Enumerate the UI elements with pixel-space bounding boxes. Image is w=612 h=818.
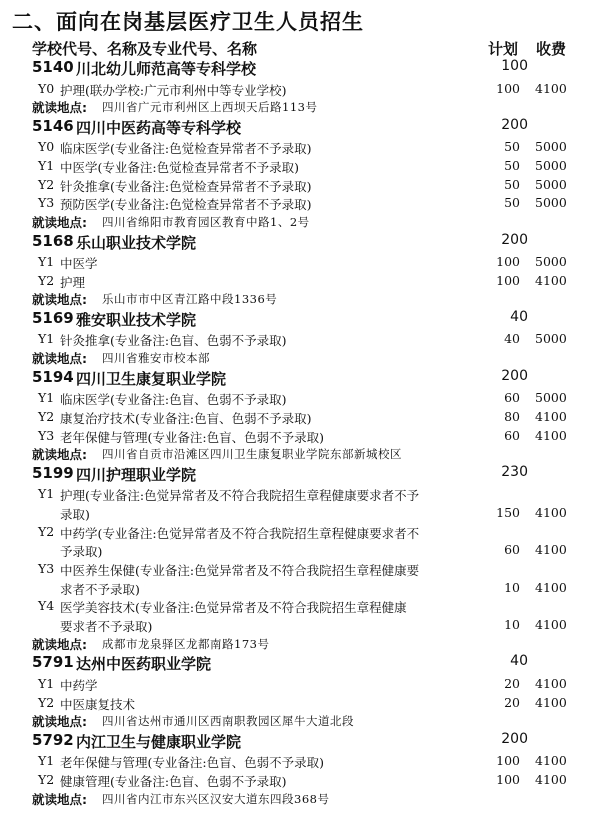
major-fee: 4100	[535, 427, 567, 443]
major-fee: 4100	[535, 504, 567, 520]
major-plan: 100	[496, 80, 520, 96]
major-name: 预防医学(专业备注:色觉检查异常者不予录取)	[60, 197, 312, 213]
location-row	[0, 444, 612, 464]
major-row	[0, 674, 612, 693]
major-fee: 5000	[535, 157, 567, 173]
major-name: 医学美容技术(专业备注:色觉异常者及不符合我院招生章程健康	[60, 600, 407, 616]
major-plan: 10	[504, 579, 520, 595]
location-address: 四川省广元市利州区上西坝天后路113号	[102, 100, 318, 115]
major-row	[0, 156, 612, 175]
major-plan: 100	[496, 254, 520, 269]
major-name: 予录取)	[60, 544, 103, 560]
major-fee: 4100	[535, 272, 567, 288]
major-fee: 4100	[535, 675, 567, 691]
major-name: 录取)	[60, 506, 90, 522]
major-code: Y1	[38, 675, 55, 691]
section-title: 二、面向在岗基层医疗卫生人员招生	[12, 10, 364, 34]
location-label: 就读地点:	[32, 351, 87, 367]
school-plan: 200	[501, 367, 528, 384]
school-plan: 100	[501, 58, 528, 74]
major-fee: 4100	[535, 771, 567, 787]
major-code: Y1	[38, 486, 55, 502]
header-school-major: 学校代号、名称及专业代号、名称	[32, 40, 258, 58]
major-plan: 100	[496, 753, 520, 769]
major-code: Y2	[38, 771, 55, 787]
major-row	[0, 426, 612, 445]
major-row	[0, 388, 612, 407]
school-row	[0, 232, 612, 253]
major-code: Y0	[38, 80, 55, 96]
major-plan: 50	[504, 176, 520, 192]
location-address: 四川省雅安市校本部	[102, 351, 210, 366]
location-address: 四川省绵阳市教育园区教育中路1、2号	[102, 215, 310, 229]
major-name: 康复治疗技术(专业备注:色盲、色弱不予录取)	[60, 410, 312, 426]
major-row	[0, 522, 612, 559]
major-name: 中医学	[60, 256, 98, 271]
major-name: 老年保健与管理(专业备注:色盲、色弱不予录取)	[60, 755, 324, 771]
major-code: Y1	[38, 753, 55, 769]
major-code: Y1	[38, 254, 55, 269]
location-address: 四川省自贡市沿滩区四川卫生康复职业学院东部新城校区	[102, 447, 402, 462]
major-plan: 100	[496, 272, 520, 288]
school-row	[0, 653, 612, 674]
school-name: 川北幼儿师范高等专科学校	[76, 60, 257, 78]
location-row	[0, 789, 612, 809]
major-row	[0, 559, 612, 596]
major-plan: 60	[504, 427, 520, 443]
school-code: 5791	[32, 653, 74, 672]
school-name: 内江卫生与健康职业学院	[76, 732, 242, 751]
major-row	[0, 596, 612, 633]
location-row	[0, 212, 612, 232]
major-fee: 4100	[535, 617, 567, 633]
major-name: 针灸推拿(专业备注:色盲、色弱不予录取)	[60, 333, 287, 349]
major-name: 临床医学(专业备注:色盲、色弱不予录取)	[60, 392, 287, 408]
major-code: Y1	[38, 331, 55, 347]
location-address: 四川省内江市东兴区汉安大道东四段368号	[102, 791, 330, 806]
major-name: 针灸推拿(专业备注:色觉检查异常者不予录取)	[60, 178, 312, 194]
major-name: 护理(联办学校:广元市利州中等专业学校)	[60, 82, 287, 98]
major-fee: 5000	[535, 254, 567, 269]
major-code: Y2	[38, 694, 55, 710]
school-name: 四川护理职业学院	[76, 465, 197, 484]
location-label: 就读地点:	[32, 714, 87, 730]
major-code: Y2	[38, 272, 55, 288]
major-fee: 4100	[535, 579, 567, 595]
major-row	[0, 751, 612, 770]
location-label: 就读地点:	[32, 100, 87, 116]
location-row	[0, 711, 612, 731]
major-fee: 5000	[535, 331, 567, 347]
major-code: Y3	[38, 561, 55, 576]
major-row	[0, 329, 612, 348]
school-row	[0, 117, 612, 138]
major-fee: 5000	[535, 176, 567, 192]
school-code: 5194	[32, 367, 74, 386]
location-row	[0, 97, 612, 117]
major-name: 要求者不予录取)	[60, 619, 153, 635]
major-code: Y2	[38, 408, 55, 424]
major-name: 健康管理(专业备注:色盲、色弱不予录取)	[60, 773, 287, 789]
school-code: 5169	[32, 308, 74, 327]
school-name: 达州中医药职业学院	[76, 655, 212, 674]
school-plan: 200	[501, 116, 528, 133]
major-row	[0, 137, 612, 156]
school-plan: 200	[501, 231, 528, 248]
major-plan: 150	[496, 504, 520, 520]
major-plan: 100	[496, 771, 520, 787]
school-code: 5792	[32, 730, 74, 749]
major-code: Y0	[38, 139, 55, 155]
major-name: 护理	[60, 274, 86, 290]
location-label: 就读地点:	[32, 215, 87, 230]
major-plan: 50	[504, 139, 520, 155]
major-fee: 4100	[535, 542, 567, 558]
major-name: 求者不予录取)	[60, 581, 140, 597]
school-name: 乐山职业技术学院	[76, 233, 197, 252]
location-label: 就读地点:	[32, 791, 87, 807]
major-row	[0, 175, 612, 194]
major-plan: 20	[504, 675, 520, 691]
major-plan: 20	[504, 694, 520, 710]
major-row	[0, 271, 612, 290]
major-row	[0, 484, 612, 521]
location-address: 四川省达州市通川区西南职教园区犀牛大道北段	[102, 714, 354, 729]
school-row	[0, 464, 612, 485]
school-row	[0, 309, 612, 330]
header-plan: 计划	[488, 40, 519, 58]
major-name: 中医康复技术	[60, 696, 136, 712]
major-row	[0, 193, 612, 212]
major-name: 中医学(专业备注:色觉检查异常者不予录取)	[60, 159, 299, 175]
header-fee: 收费	[536, 40, 567, 58]
major-fee: 5000	[535, 195, 567, 211]
major-plan: 40	[504, 331, 520, 347]
school-name: 雅安职业技术学院	[76, 310, 197, 329]
school-row	[0, 58, 612, 79]
major-fee: 4100	[535, 80, 567, 96]
location-label: 就读地点:	[32, 292, 87, 308]
location-row	[0, 634, 612, 654]
major-name: 中药学(专业备注:色觉异常者及不符合我院招生章程健康要求者不	[60, 525, 420, 541]
major-plan: 10	[504, 617, 520, 633]
major-name: 临床医学(专业备注:色觉检查异常者不予录取)	[60, 141, 312, 157]
major-name: 中医养生保健(专业备注:色觉异常者及不符合我院招生章程健康要	[60, 563, 420, 578]
school-code: 5140	[32, 58, 74, 76]
school-code: 5199	[32, 463, 74, 482]
major-fee: 4100	[535, 694, 567, 710]
school-name: 四川中医药高等专科学校	[76, 118, 242, 137]
major-code: Y2	[38, 176, 55, 192]
major-plan: 60	[504, 390, 520, 406]
major-name: 老年保健与管理(专业备注:色盲、色弱不予录取)	[60, 429, 324, 445]
major-code: Y3	[38, 195, 55, 211]
school-plan: 40	[510, 653, 528, 670]
major-row	[0, 252, 612, 271]
major-code: Y4	[38, 598, 55, 614]
location-row	[0, 289, 612, 309]
major-code: Y1	[38, 390, 55, 406]
major-code: Y1	[38, 157, 55, 173]
location-label: 就读地点:	[32, 447, 87, 463]
school-row	[0, 368, 612, 389]
school-plan: 40	[510, 308, 528, 325]
school-name: 四川卫生康复职业学院	[76, 369, 227, 388]
major-row	[0, 79, 612, 98]
major-name: 护理(专业备注:色觉异常者及不符合我院招生章程健康要求者不予	[60, 488, 420, 504]
school-code: 5168	[32, 231, 74, 250]
major-plan: 60	[504, 542, 520, 558]
major-fee: 4100	[535, 408, 567, 424]
major-row	[0, 407, 612, 426]
major-plan: 50	[504, 195, 520, 211]
school-code: 5146	[32, 116, 74, 135]
location-address: 乐山市市中区青江路中段1336号	[102, 292, 278, 307]
major-plan: 80	[504, 408, 520, 424]
major-row	[0, 693, 612, 712]
location-address: 成都市龙泉驿区龙都南路173号	[102, 636, 270, 651]
major-plan: 50	[504, 157, 520, 173]
major-code: Y3	[38, 427, 55, 443]
major-code: Y2	[38, 523, 55, 539]
major-name: 中药学	[60, 677, 98, 693]
major-fee: 5000	[535, 139, 567, 155]
school-plan: 200	[501, 730, 528, 747]
location-row	[0, 348, 612, 368]
major-fee: 5000	[535, 390, 567, 406]
school-row	[0, 731, 612, 752]
major-row	[0, 770, 612, 789]
location-label: 就读地点:	[32, 636, 87, 652]
school-plan: 230	[501, 463, 528, 480]
major-fee: 4100	[535, 753, 567, 769]
